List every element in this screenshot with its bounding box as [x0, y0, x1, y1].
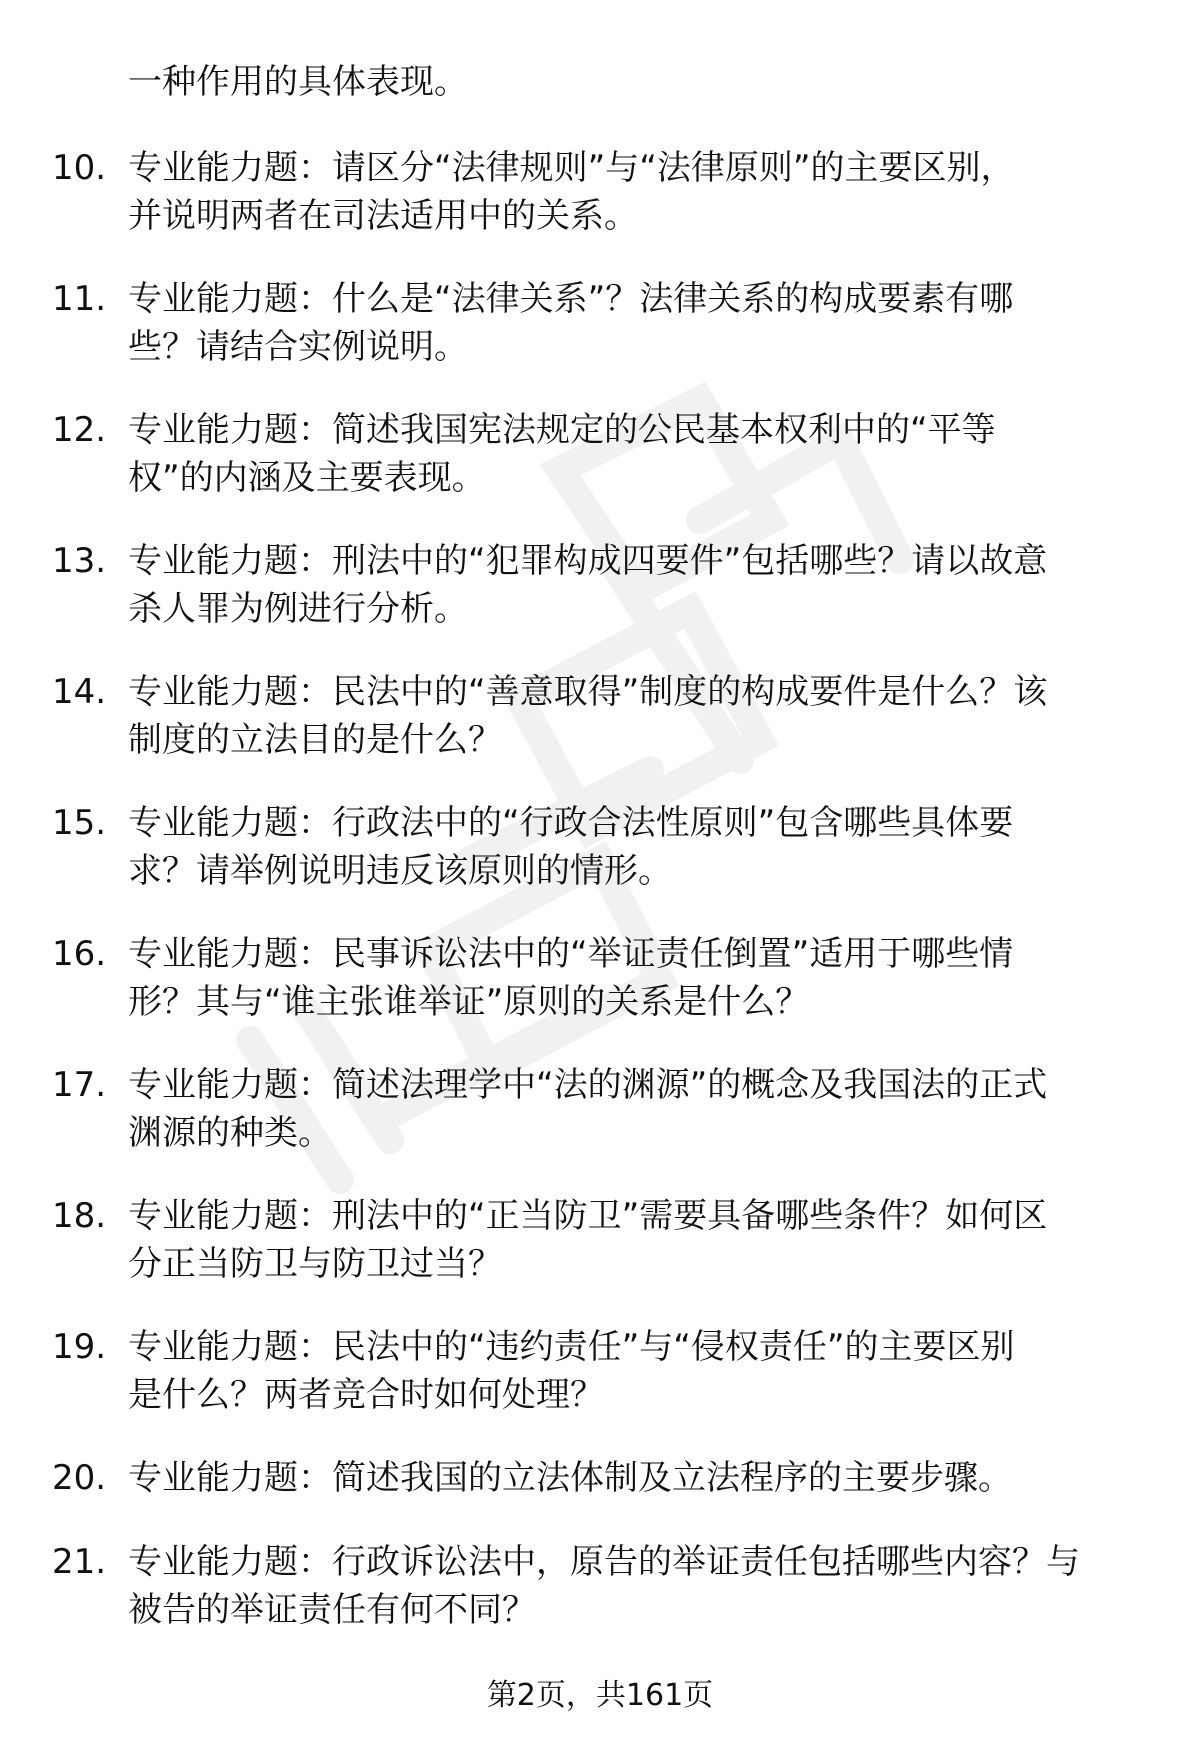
question-line: 专业能力题：简述法理学中“法的渊源”的概念及我国法的正式: [128, 1065, 1048, 1105]
question-text: [128, 275, 1128, 371]
question-item: [52, 668, 1162, 799]
question-number: 11.: [52, 279, 107, 319]
question-number: 10.: [52, 148, 107, 188]
question-text: [128, 1323, 1128, 1419]
question-line: 专业能力题：简述我国宪法规定的公民基本权利中的“平等: [128, 410, 996, 450]
question-line: 专业能力题：民法中的“违约责任”与“侵权责任”的主要区别: [128, 1327, 1015, 1367]
question-number: 12.: [52, 410, 107, 450]
question-line: 并说明两者在司法适用中的关系。: [128, 196, 638, 236]
question-text: [128, 1454, 1128, 1502]
question-line: 被告的举证责任有何不同？: [128, 1590, 536, 1630]
question-number: 18.: [52, 1196, 107, 1236]
question-number: 20.: [52, 1458, 107, 1498]
question-line: 形？其与“谁主张谁举证”原则的关系是什么？: [128, 982, 810, 1022]
question-item: [52, 144, 1162, 275]
question-line: 分正当防卫与防卫过当？: [128, 1244, 502, 1284]
question-text: [128, 537, 1128, 633]
question-item: [52, 799, 1162, 930]
question-line: 专业能力题：刑法中的“犯罪构成四要件”包括哪些？请以故意: [128, 541, 1048, 581]
question-item: [52, 537, 1162, 668]
question-text: [128, 144, 1128, 240]
question-line: 专业能力题：什么是“法律关系”？法律关系的构成要素有哪: [128, 279, 1014, 319]
question-item: [52, 1454, 1162, 1538]
question-item: [52, 275, 1162, 406]
question-item: [52, 1061, 1162, 1192]
question-line: 求？请举例说明违反该原则的情形。: [128, 851, 672, 891]
carry-over-line: 一种作用的具体表现。: [128, 62, 468, 102]
question-line: 制度的立法目的是什么？: [128, 720, 502, 760]
question-number: 19.: [52, 1327, 107, 1367]
question-item: [52, 406, 1162, 537]
question-item: [52, 1538, 1162, 1669]
question-item: [52, 1192, 1162, 1323]
question-line: 是什么？两者竞合时如何处理？: [128, 1375, 604, 1415]
question-text: [128, 930, 1128, 1026]
question-line: 专业能力题：刑法中的“正当防卫”需要具备哪些条件？如何区: [128, 1196, 1048, 1236]
question-number: 16.: [52, 934, 107, 974]
question-line: 渊源的种类。: [128, 1113, 332, 1153]
question-number: 13.: [52, 541, 107, 581]
question-text: [128, 1538, 1128, 1634]
question-text: [128, 799, 1128, 895]
question-item: [52, 930, 1162, 1061]
question-number: 15.: [52, 803, 107, 843]
question-line: 专业能力题：请区分“法律规则”与“法律原则”的主要区别，: [128, 148, 1015, 188]
question-line: 些？请结合实例说明。: [128, 327, 468, 367]
question-text: [128, 1061, 1128, 1157]
question-line: 专业能力题：民事诉讼法中的“举证责任倒置”适用于哪些情: [128, 934, 1014, 974]
question-text: [128, 406, 1128, 502]
question-line: 专业能力题：行政法中的“行政合法性原则”包含哪些具体要: [128, 803, 1014, 843]
page-footer: 第2页，共161页: [486, 1678, 714, 1713]
question-line: 专业能力题：行政诉讼法中，原告的举证责任包括哪些内容？与: [128, 1542, 1080, 1582]
question-line: 权”的内涵及主要表现。: [128, 458, 486, 498]
question-text: [128, 1192, 1128, 1288]
question-list: [52, 144, 1162, 1669]
question-text: [128, 668, 1128, 764]
question-number: 17.: [52, 1065, 107, 1105]
question-item: [52, 1323, 1162, 1454]
question-line: 专业能力题：民法中的“善意取得”制度的构成要件是什么？该: [128, 672, 1048, 712]
question-line: 杀人罪为例进行分析。: [128, 589, 468, 629]
question-number: 14.: [52, 672, 107, 712]
question-line: 专业能力题：简述我国的立法体制及立法程序的主要步骤。: [128, 1458, 1012, 1498]
question-number: 21.: [52, 1542, 107, 1582]
